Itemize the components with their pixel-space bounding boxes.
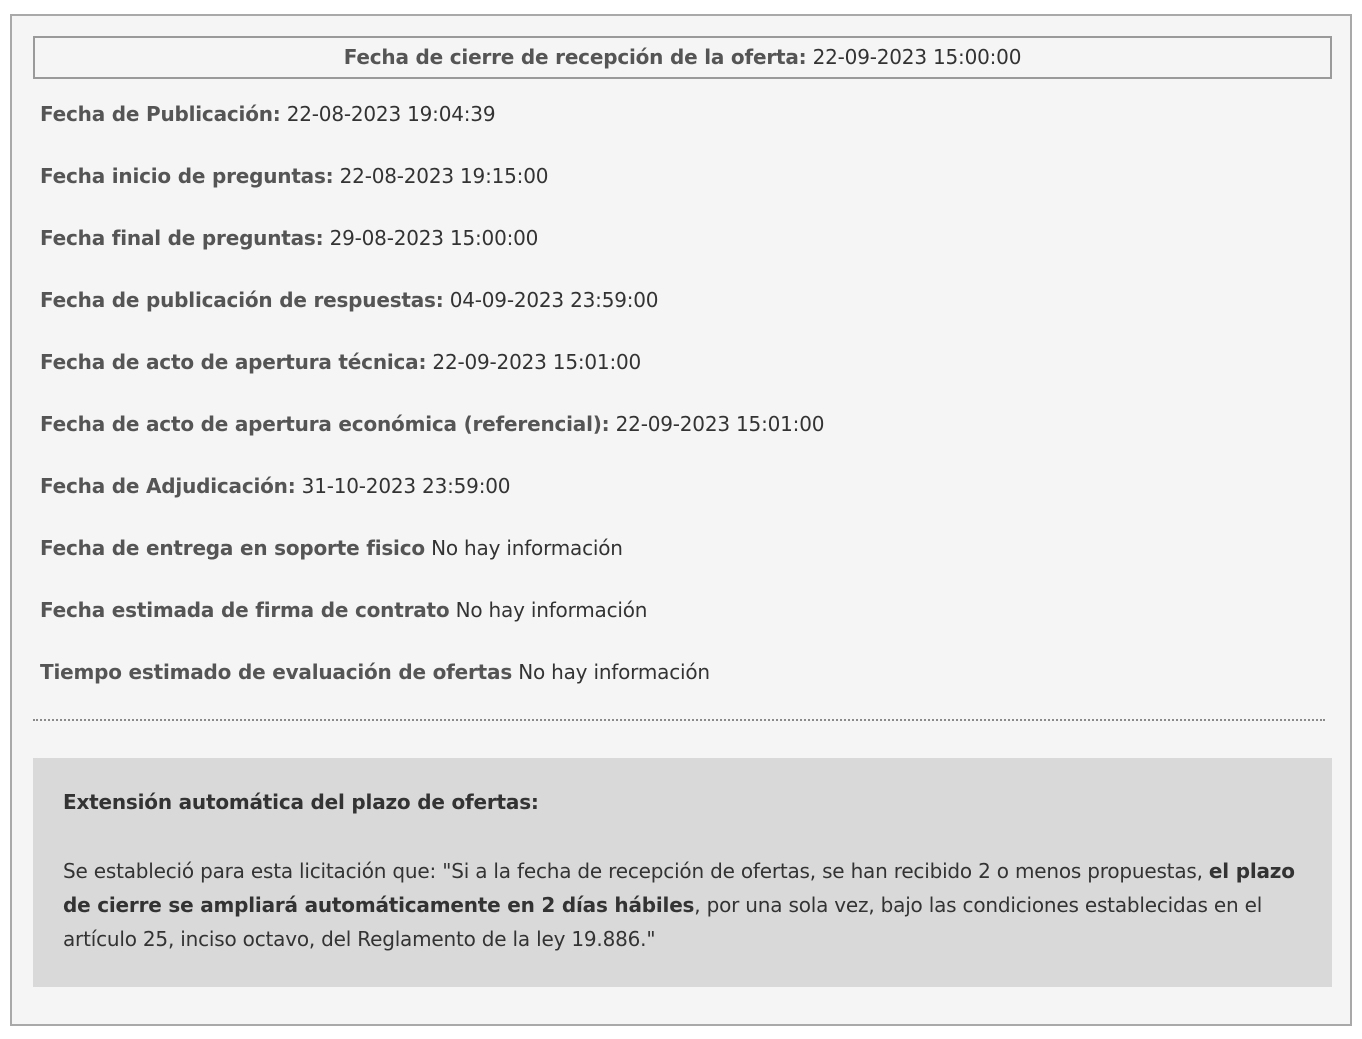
date-value: No hay información — [449, 598, 648, 622]
date-label: Fecha de publicación de respuestas: — [40, 288, 444, 312]
date-value: No hay información — [424, 536, 623, 560]
date-row-inicio-preguntas — [40, 162, 548, 190]
auto-extension-title: Extensión automática del plazo de ofertas: — [63, 790, 539, 814]
date-label: Fecha de acto de apertura económica (referencial): — [40, 412, 610, 436]
date-row-apertura-tecnica — [40, 348, 641, 376]
date-row-publicacion-respuestas — [40, 286, 658, 314]
date-value: No hay información — [512, 660, 710, 684]
date-row-apertura-economica — [40, 410, 824, 438]
date-label: Fecha de Publicación: — [40, 102, 281, 126]
date-value: 04-09-2023 23:59:00 — [443, 288, 659, 312]
closing-date-value: 22-09-2023 15:00:00 — [806, 45, 1022, 69]
date-label: Fecha de acto de apertura técnica: — [40, 350, 427, 374]
date-row-final-preguntas — [40, 224, 538, 252]
date-row-firma-contrato — [40, 596, 647, 624]
dates-panel — [10, 14, 1352, 1026]
date-row-evaluacion-ofertas — [40, 658, 710, 686]
closing-date-label: Fecha de cierre de recepción de la oferta: — [343, 45, 807, 69]
date-row-soporte-fisico — [40, 534, 623, 562]
date-value: 22-08-2023 19:15:00 — [333, 164, 549, 188]
auto-extension-text-end: , por una sola vez, bajo las condiciones establecidas en el artículo 25, inciso octavo, del Reglamento de la ley 19.886." — [63, 893, 1263, 951]
date-label: Tiempo estimado de evaluación de ofertas — [40, 660, 513, 684]
date-row-publicacion — [40, 100, 495, 128]
date-value: 29-08-2023 15:00:00 — [323, 226, 539, 250]
date-value: 31-10-2023 23:59:00 — [295, 474, 511, 498]
date-label: Fecha de entrega en soporte fisico — [40, 536, 425, 560]
date-label: Fecha estimada de firma de contrato — [40, 598, 450, 622]
auto-extension-text-start: Se estableció para esta licitación que: "Si a la fecha de recepción de ofertas, se han recibido 2 o menos propuestas, — [63, 859, 1209, 883]
auto-extension-text-bold: el plazo de cierre se ampliará automáticamente en 2 días hábiles — [63, 859, 1295, 917]
auto-extension-notice — [33, 758, 1332, 987]
dotted-divider — [33, 719, 1325, 721]
date-label: Fecha final de preguntas: — [40, 226, 324, 250]
date-label: Fecha de Adjudicación: — [40, 474, 296, 498]
date-value: 22-09-2023 15:01:00 — [609, 412, 825, 436]
date-label: Fecha inicio de preguntas: — [40, 164, 334, 188]
closing-date-banner — [33, 36, 1332, 79]
date-value: 22-09-2023 15:01:00 — [426, 350, 642, 374]
date-row-adjudicacion — [40, 472, 510, 500]
date-value: 22-08-2023 19:04:39 — [280, 102, 496, 126]
auto-extension-text — [63, 854, 1304, 956]
